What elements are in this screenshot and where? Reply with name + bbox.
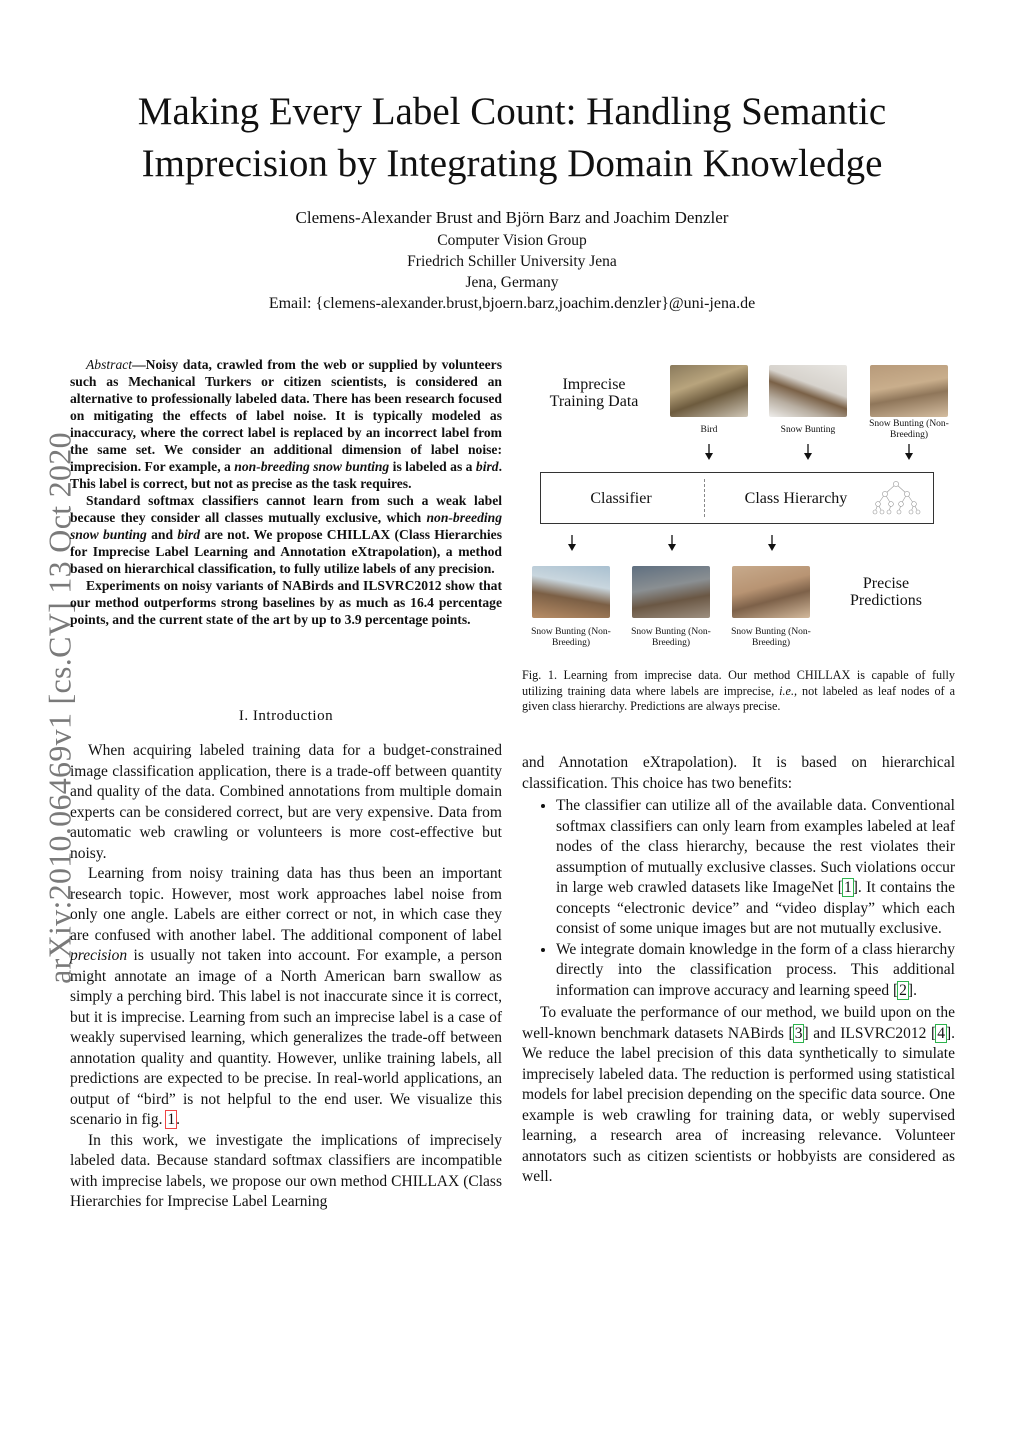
bird-photo-input-1 xyxy=(670,365,748,417)
intro-right-column xyxy=(522,753,955,1188)
abstract-text: Standard softmax classifiers cannot learn from such a weak label because they consider all classes mutually exclusive, which xyxy=(70,493,502,525)
abstract-emphasis: non-breeding snow bunting xyxy=(234,459,390,474)
citation-link[interactable]: 4 xyxy=(937,1024,945,1042)
benefit-item xyxy=(556,940,955,1002)
citation-link[interactable]: 2 xyxy=(899,981,907,999)
abstract-emphasis: bird xyxy=(177,527,200,542)
affiliation-group: Computer Vision Group xyxy=(437,232,587,249)
intro-paragraph: and Annotation eXtrapolation). It is based on hierarchical classification. This choice has two benefits: xyxy=(522,754,955,792)
abstract-lead: Abstract xyxy=(86,357,133,372)
intro-paragraph xyxy=(522,1003,955,1188)
output-label: Snow Bunting (Non-Breeding) xyxy=(531,627,611,648)
caption-text: not labeled as leaf nodes of a given class hierarchy. Predictions are always precise. xyxy=(522,683,955,713)
input-label-bird: Bird xyxy=(700,425,718,435)
intro-emphasis: precision xyxy=(70,947,128,964)
abstract xyxy=(70,356,502,628)
intro-paragraph: In this work, we investigate the implications of imprecisely labeled data. Because standard softmax classifiers are incompatible with imprecise labels, we propose our own method CHILLAX (Class Hierarchies for Imprecise Label Learning xyxy=(70,1131,502,1210)
citation-link[interactable]: 1 xyxy=(843,879,852,896)
class-hierarchy-label: Class Hierarchy xyxy=(744,490,848,507)
intro-paragraph: When acquiring labeled training data for a budget-constrained image classification application, there is a trade-off between quantity and quality of the data. Combined annotations from multiple domain experts can be considered correct, but are very expensive. Data from automatic web crawling or volunteers is more cost-effective but noisy. xyxy=(70,742,502,862)
citation-link[interactable]: 3 xyxy=(794,1024,803,1042)
benefit-text: The classifier can utilize all of the available data. Conventional softmax classifiers can only learn from examples labeled at leaf nodes of the class hierarchy, because the rest violates their assumption of mutually exclusive classes. Such violations occur in large web crawled datasets like ImageNet [ xyxy=(556,797,955,896)
intro-text: . xyxy=(176,1111,181,1128)
precise-predictions-label: Precise Predictions xyxy=(850,575,922,609)
intro-text: ] and ILSVRC2012 [ xyxy=(803,1024,937,1042)
benefit-item xyxy=(556,796,955,940)
intro-left-column xyxy=(70,741,502,1213)
arrow-down-icon xyxy=(904,444,914,460)
title-line-1: Making Every Label Count: Handling Semantic xyxy=(137,90,887,133)
abstract-emphasis: non-breeding snow bunting xyxy=(70,510,502,542)
bird-photo-output-3 xyxy=(732,566,810,618)
hierarchy-tree-icon xyxy=(871,479,921,517)
benefit-text: ]. It contains the concepts “electronic device” and “video display” which each consist of some unique images but are not mutually exclusive. xyxy=(556,879,955,937)
output-label: Snow Bunting (Non-Breeding) xyxy=(731,627,811,648)
author-email: Email: {clemens-alexander.brust,bjoern.barz,joachim.denzler}@uni-jena.de xyxy=(268,295,756,312)
input-label-snow-bunting-nb: Snow Bunting (Non-Breeding) xyxy=(869,419,949,440)
benefit-text: ]. xyxy=(907,981,917,999)
bird-photo-output-2 xyxy=(632,566,710,618)
classifier-box xyxy=(540,472,934,524)
abstract-text: are not. We propose CHILLAX (Class Hierarchies for Imprecise Label Learning and Annotation eXtrapolation), a method based on hierarchical classification, to fully utilize labels of any precision. xyxy=(70,527,502,576)
paper-title xyxy=(60,86,964,190)
abstract-text: —Noisy data, crawled from the web or supplied by volunteers such as Mechanical Turkers or citizen scientists, is considered an alternative to professionally labeled data. There has been research focused on mitigating the effects of label noise. It is typically modeled as inaccuracy, where the correct label is replaced by an incorrect label from the same set. We consider an additional dimension of label noise: imprecision. For example, a xyxy=(70,357,502,474)
intro-text: Learning from noisy training data has thus been an important research topic. However, most work approaches label noise from only one angle. Labels are either correct or not, in which case they are confused with another label. The additional component of label xyxy=(70,865,502,944)
arxiv-stamp-text: arXiv:2010.06469v1 [cs.CV] 13 Oct 2020 xyxy=(41,432,78,984)
figure-reference-link[interactable]: 1 xyxy=(167,1111,176,1128)
abstract-text: and xyxy=(146,527,178,542)
abstract-emphasis: bird xyxy=(475,459,499,474)
benefit-list xyxy=(522,796,955,1001)
bird-photo-input-2 xyxy=(769,365,847,417)
affiliation-university: Friedrich Schiller University Jena xyxy=(407,253,617,270)
figure-caption xyxy=(522,668,955,715)
abstract-text: . This label is correct, but not as precise as the task requires. xyxy=(70,459,502,491)
bird-photo-output-1 xyxy=(532,566,610,618)
intro-paragraph xyxy=(70,864,502,1131)
author-list: Clemens-Alexander Brust and Björn Barz and Joachim Denzler xyxy=(295,208,729,227)
imprecise-training-data-label: Imprecise Training Data xyxy=(549,376,639,410)
arrow-down-icon xyxy=(704,444,714,460)
figure-1 xyxy=(522,356,962,686)
arrow-down-icon xyxy=(767,535,777,551)
intro-text: To evaluate the performance of our method, we build upon on the well-known benchmark datasets NABirds [ xyxy=(522,1004,955,1042)
classifier-label: Classifier xyxy=(590,490,652,507)
bird-photo-input-3 xyxy=(870,365,948,417)
title-line-2: Imprecision by Integrating Domain Knowledge xyxy=(141,142,883,185)
caption-emphasis: i.e., xyxy=(779,683,798,698)
abstract-text: is labeled as a xyxy=(389,459,476,474)
section-heading: I. Introduction xyxy=(238,708,334,724)
benefit-text: We integrate domain knowledge in the form of a class hierarchy directly into the classification process. This additional information can improve accuracy and learning speed [ xyxy=(556,940,955,999)
box-divider xyxy=(704,479,705,517)
abstract-results: Experiments on noisy variants of NABirds and ILSVRC2012 show that our method outperforms strong baselines by as much as 16.4 percentage points, and the current state of the art by up to 3.9 percentage points. xyxy=(70,578,502,627)
arrow-down-icon xyxy=(667,535,677,551)
affiliation-location: Jena, Germany xyxy=(465,274,559,291)
output-label: Snow Bunting (Non-Breeding) xyxy=(631,627,711,648)
caption-text: Fig. 1. Learning from imprecise data. Our method CHILLAX is capable of fully utilizing training data where labels are imprecise, xyxy=(522,668,955,698)
arrow-down-icon xyxy=(803,444,813,460)
intro-text: is usually not taken into account. For example, a person might annotate an image of a North American barn swallow as simply a perching bird. This label is not inaccurate since it is correct, but it is imprecise. Learning from such an imprecise label is a case of weakly supervised learning, which generalizes the trade-off between annotation quality and quantity. However, unlike training labels, all predictions are expected to be precise. In real-world applications, an output of “bird” is not helpful to the end user. We visualize this scenario in fig. xyxy=(70,947,502,1128)
arrow-down-icon xyxy=(567,535,577,551)
intro-text: ]. We reduce the label precision of this data synthetically to simulate imprecisely labeled data. The reduction is performed using statistical models for label precision depending on the specific data source. One example is web crawling for training data, or webly supervised learning, a research area of increasing relevance. Volunteer annotators such as citizen scientists or hobbyists are considered as well. xyxy=(522,1024,955,1185)
input-label-snow-bunting: Snow Bunting xyxy=(780,425,836,435)
